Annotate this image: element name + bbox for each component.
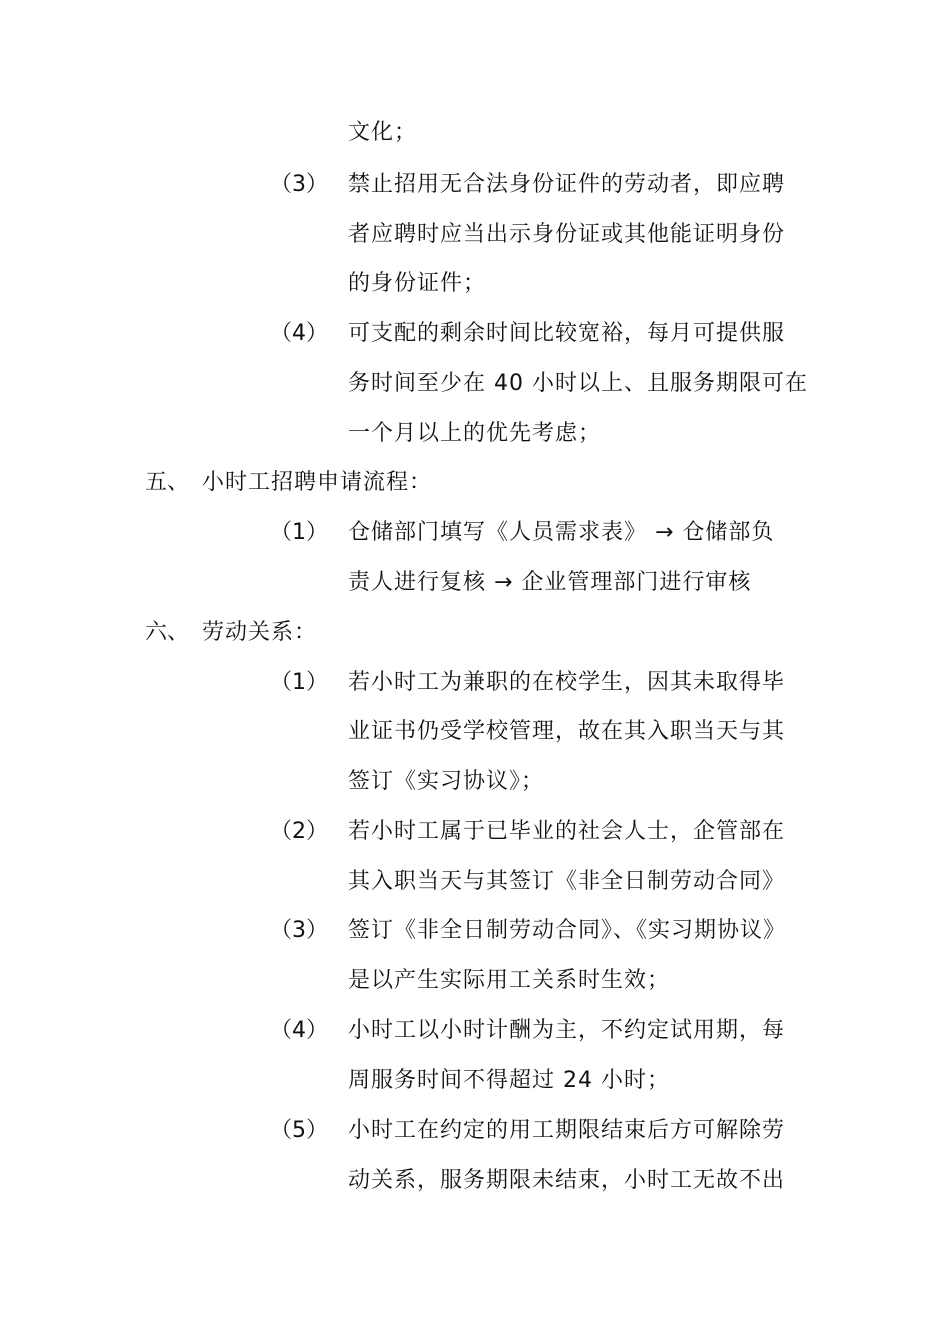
item-text-line: 一个月以上的优先考虑； [348,421,602,446]
item-text-line: 仓储部门填写《人员需求表》 → 仓储部负 [348,520,775,545]
item-text-line: 责人进行复核 → 企业管理部门进行审核 [348,570,752,595]
item-text-line: 可支配的剩余时间比较宽裕，每月可提供服 [348,321,786,346]
item-text-line: 小时工在约定的用工期限结束后方可解除劳 [348,1118,786,1143]
item-text-line: 若小时工为兼职的在校学生，因其未取得毕 [348,670,786,695]
item-text-line: 的身份证件； [348,271,487,296]
item-text-line: 禁止招用无合法身份证件的劳动者，即应聘 [348,172,786,197]
item-text-line: 签订《实习协议》； [348,769,545,794]
item-text-line: 周服务时间不得超过 24 小时； [348,1068,670,1093]
section-number: 五、 [145,470,190,495]
item-number: （1） [270,520,328,545]
item-number: （4） [270,321,328,346]
item-number: （1） [270,670,328,695]
item-text-line: 业证书仍受学校管理，故在其入职当天与其 [348,719,786,744]
item-number: （3） [270,918,328,943]
item-number: （5） [270,1118,328,1143]
item-text-line: 是以产生实际用工关系时生效； [348,968,671,993]
item-text-line: 签订《非全日制劳动合同》、《实习期协议》 [348,918,787,943]
section-number: 六、 [145,620,190,645]
section-title: 小时工招聘申请流程： [202,470,433,495]
item-text-line: 其入职当天与其签订《非全日制劳动合同》 [348,869,786,894]
item-text-line: 若小时工属于已毕业的社会人士，企管部在 [348,819,786,844]
item-text-line: 者应聘时应当出示身份证或其他能证明身份 [348,222,786,247]
item-text-line: 务时间至少在 40 小时以上、且服务期限可在 [348,371,808,396]
continuation-line: 文化； [348,120,418,145]
item-number: （2） [270,819,328,844]
item-number: （4） [270,1018,328,1043]
item-text-line: 小时工以小时计酬为主，不约定试用期，每 [348,1018,786,1043]
item-number: （3） [270,172,328,197]
section-title: 劳动关系： [202,620,318,645]
item-text-line: 动关系，服务期限未结束，小时工无故不出 [348,1168,786,1193]
